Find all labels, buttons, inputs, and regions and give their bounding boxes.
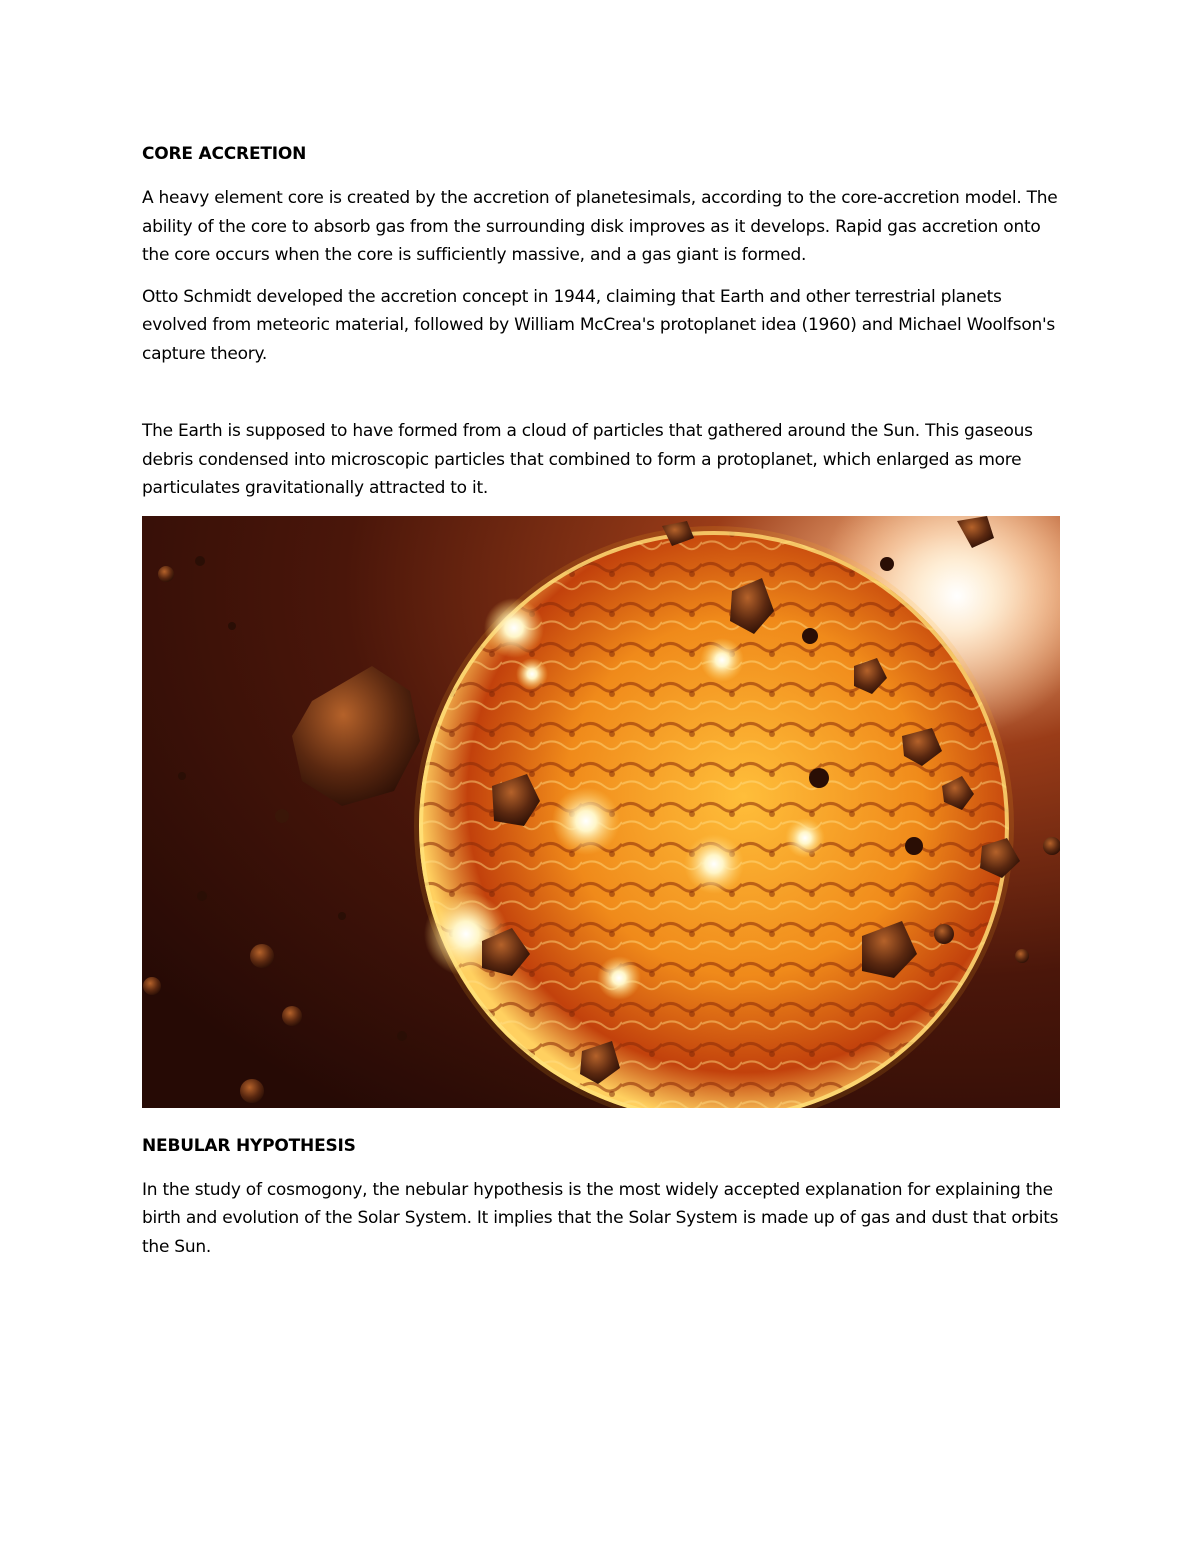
protoplanet-illustration bbox=[142, 516, 1060, 1108]
section-heading-nebular-hypothesis: NEBULAR HYPOTHESIS bbox=[142, 1135, 356, 1156]
paragraph-core-accretion-model: A heavy element core is created by the accretion of planetesimals, according to the core-accretion model. The ability of the core to absorb gas from the surrounding disk improves as it develops. Rapid gas accretion onto the core occurs when the core is sufficiently massive, and a gas giant is formed. bbox=[142, 188, 1058, 265]
section-heading-core-accretion: CORE ACCRETION bbox=[142, 144, 307, 164]
paragraph-earth-formation: The Earth is supposed to have formed from a cloud of particles that gathered around the Sun. This gaseous debris condensed into microscopic particles that combined to form a protoplanet, which enlarged as more particulates gravitationally attracted to it. bbox=[142, 421, 1033, 498]
paragraph-nebular-hypothesis: In the study of cosmogony, the nebular hypothesis is the most widely accepted explanation for explaining the birth and evolution of the Solar System. It implies that the Solar System is made up of gas and dust that orbits the Sun. bbox=[142, 1179, 1059, 1257]
paragraph-otto-schmidt: Otto Schmidt developed the accretion concept in 1944, claiming that Earth and other terrestrial planets evolved from meteoric material, followed by William McCrea's protoplanet idea (1960) and Michael Woolfson's capture theory. bbox=[142, 286, 1056, 364]
document-page bbox=[142, 140, 1060, 1274]
blank-line bbox=[142, 381, 1060, 417]
